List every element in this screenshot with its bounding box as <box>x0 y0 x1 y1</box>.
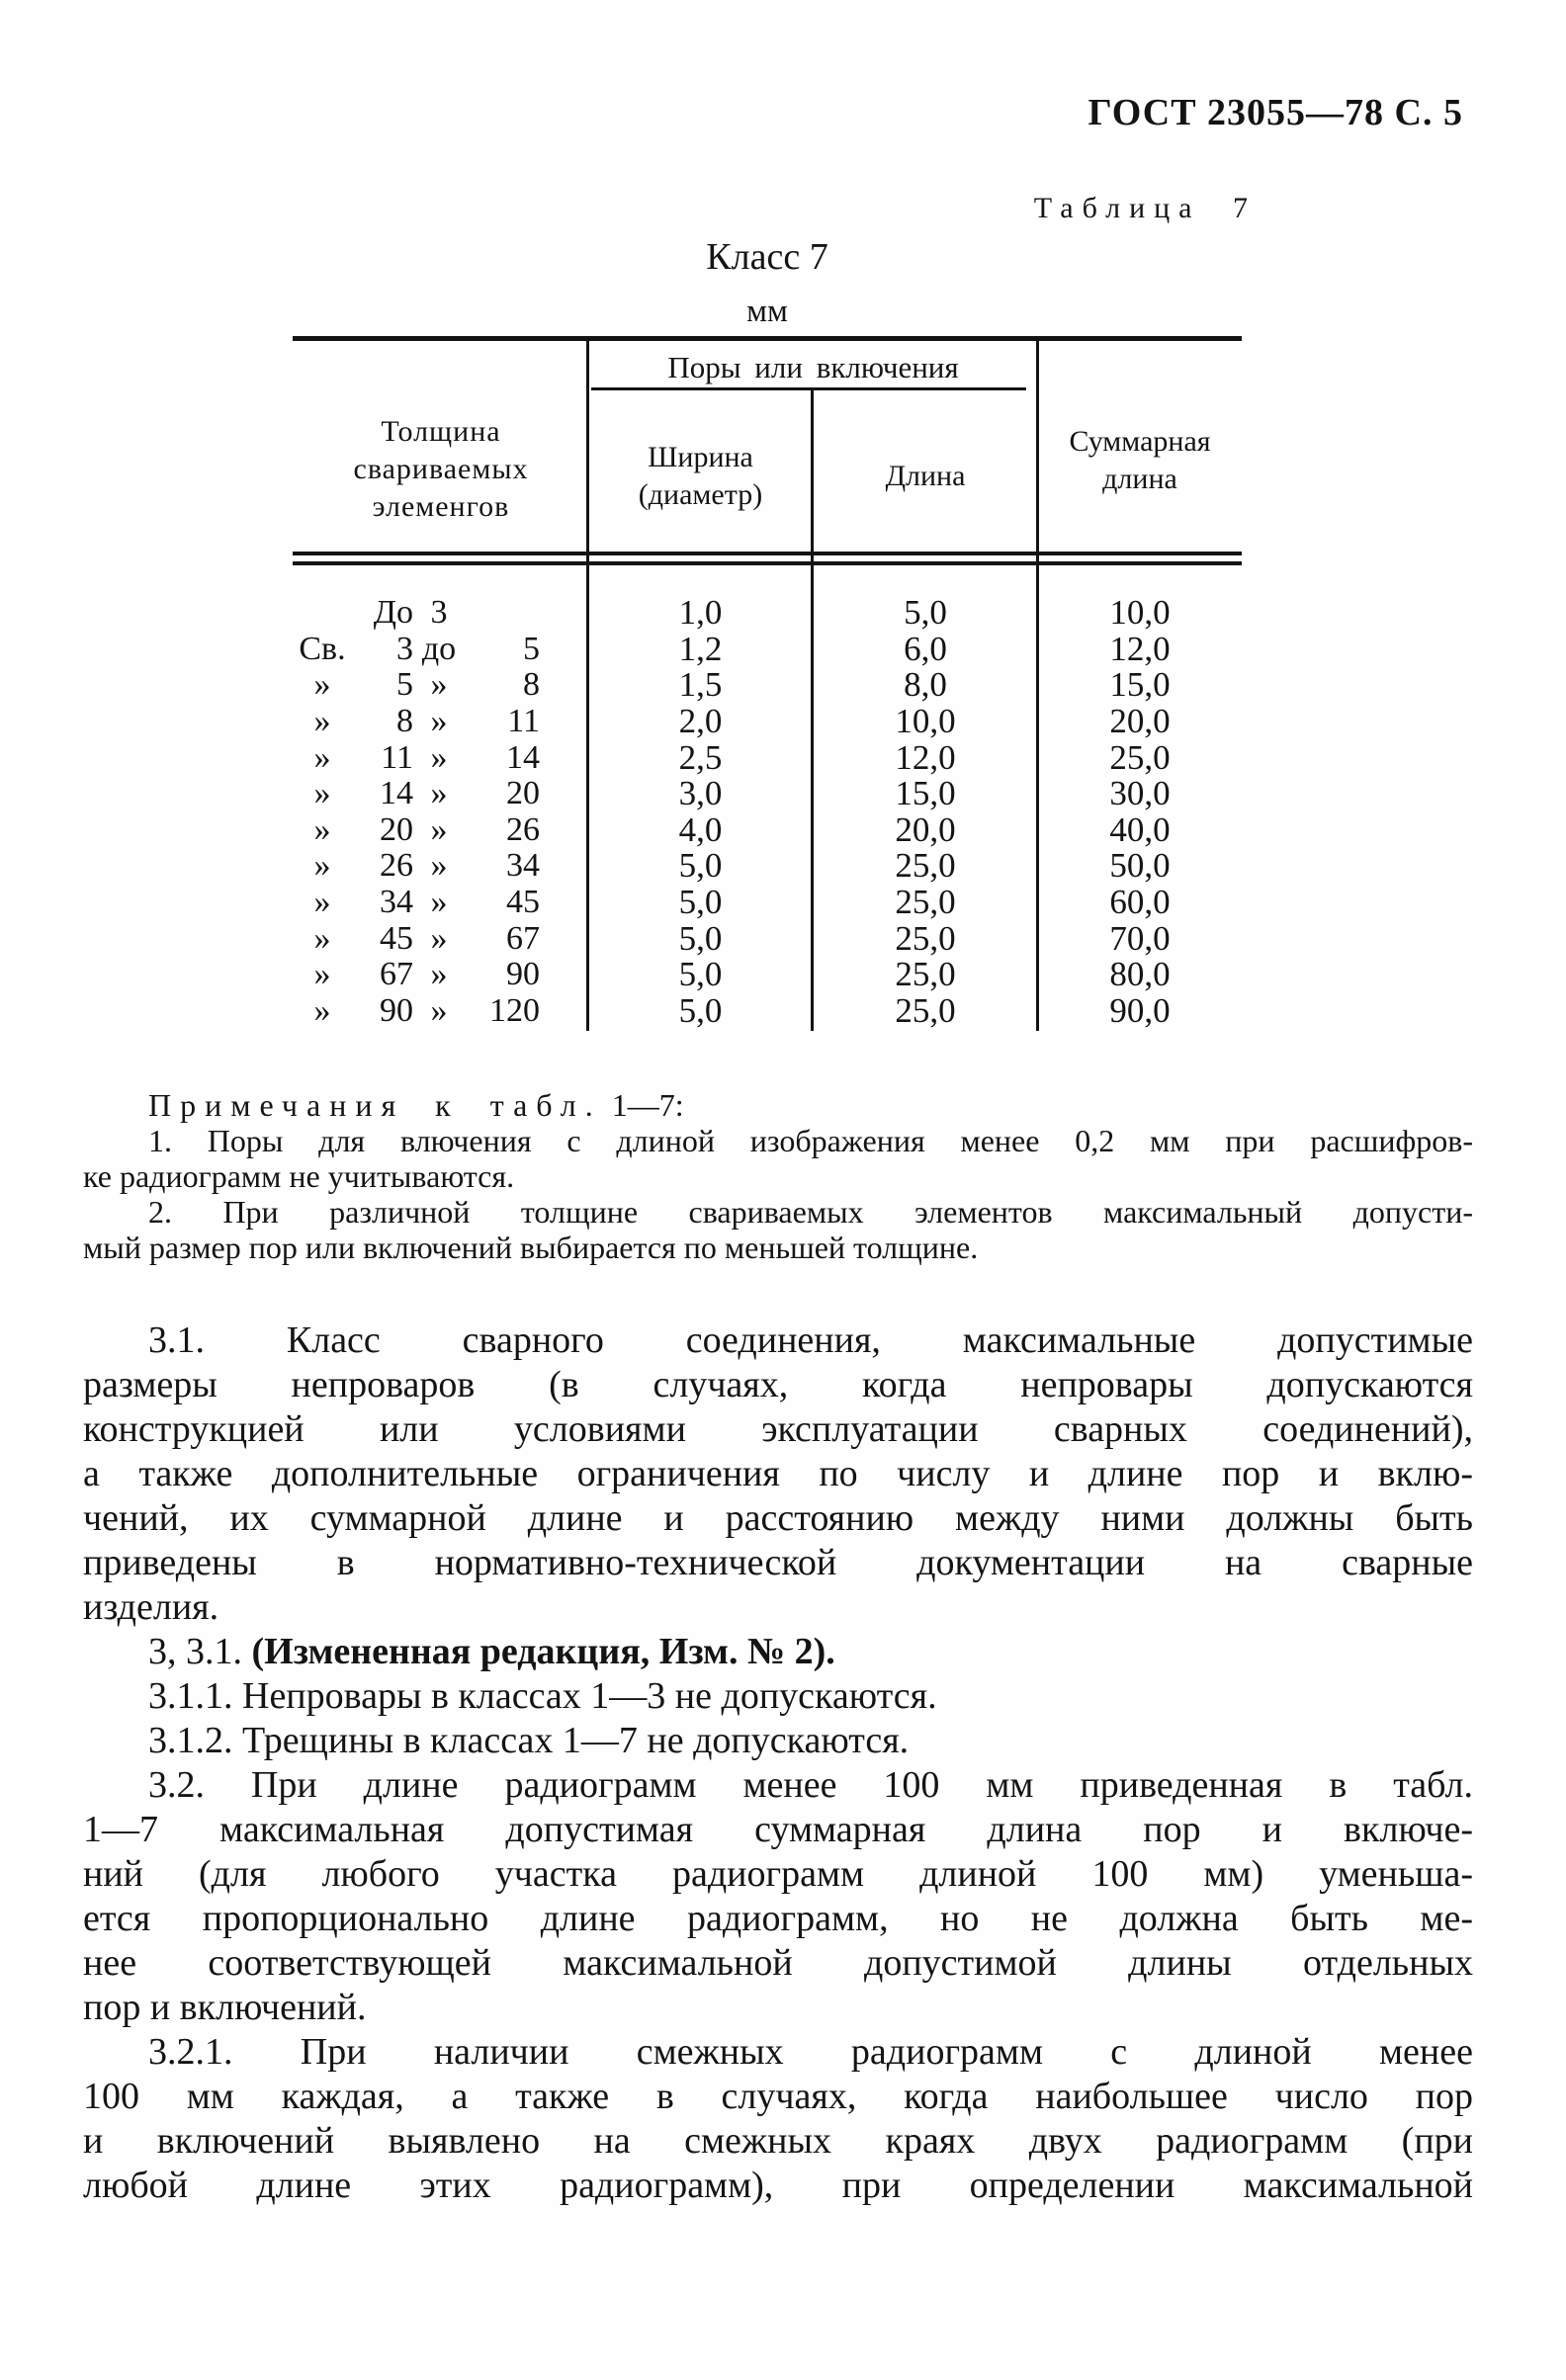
total-cell: 90,0 <box>1109 990 1171 1030</box>
length-cell: 12,0 <box>895 737 956 777</box>
length-header: Длина <box>885 460 966 492</box>
range-to: 11 <box>507 703 540 740</box>
thickness-cell <box>293 884 588 921</box>
notes-heading <box>83 1087 1473 1123</box>
total-cell: 70,0 <box>1109 918 1171 958</box>
range-from: До <box>373 594 413 632</box>
width-cell: 1,2 <box>678 629 723 668</box>
range-mid: » <box>430 847 448 885</box>
length-cell: 25,0 <box>895 918 956 958</box>
table-row <box>293 848 1242 885</box>
length-cell: 15,0 <box>895 774 956 813</box>
text-line: любой длине этих радиограмм), при определении максимальной <box>83 2165 1473 2206</box>
group-header: Поры или включения <box>667 350 959 384</box>
range-mid: » <box>430 666 448 704</box>
table-body <box>293 595 1242 1029</box>
table-row <box>293 957 1242 993</box>
table-row <box>293 704 1242 740</box>
table-row <box>293 990 1242 1030</box>
range-mid: » <box>430 956 448 993</box>
table-row <box>293 629 1242 668</box>
width-cell: 2,0 <box>678 702 723 741</box>
width-cell: 3,0 <box>678 774 723 813</box>
body-text <box>83 1318 1473 2208</box>
thickness-cell <box>293 666 588 704</box>
thickness-cell <box>293 703 588 740</box>
table-row <box>293 667 1242 704</box>
range-from: 34 <box>380 884 413 921</box>
text-line: 3.2. При длине радиограмм менее 100 мм приведенная в табл. <box>148 1764 1473 1806</box>
thickness-cell <box>293 956 588 993</box>
table-row <box>293 776 1242 812</box>
text-line: 100 мм каждая, а также в случаях, когда наибольшее число пор <box>83 2076 1473 2117</box>
range-mid: 3 <box>430 594 448 632</box>
range-from: 67 <box>380 956 413 993</box>
thickness-cell <box>293 631 588 668</box>
table-row <box>293 809 1242 849</box>
range-from: 5 <box>396 666 413 704</box>
range-from: 26 <box>380 847 413 885</box>
range-mid: » <box>430 775 448 812</box>
range-prefix: » <box>313 884 331 921</box>
total-cell: 10,0 <box>1109 593 1171 633</box>
total-cell: 15,0 <box>1109 665 1171 705</box>
range-mid: » <box>430 919 448 957</box>
text-line: а также дополнительные ограничения по числу и длине пор и вклю- <box>83 1453 1473 1494</box>
total-cell: 40,0 <box>1109 809 1171 849</box>
length-cell: 20,0 <box>895 809 956 849</box>
notes-lines <box>83 1123 1473 1265</box>
length-cell: 25,0 <box>895 883 956 922</box>
group-header-underline <box>591 387 1026 390</box>
text-line: 3.1.1. Непровары в классах 1—3 не допускаются. <box>148 1675 937 1717</box>
range-from: 90 <box>380 991 413 1029</box>
width-cell: 5,0 <box>678 918 723 958</box>
range-from: 3 <box>396 630 413 667</box>
thickness-cell <box>293 594 588 632</box>
range-mid: » <box>430 810 448 848</box>
thickness-cell <box>293 811 588 849</box>
thickness-cell <box>293 920 588 958</box>
range-to: 14 <box>506 738 540 776</box>
range-to: 26 <box>506 810 540 848</box>
range-prefix: » <box>313 956 331 993</box>
total-cell: 60,0 <box>1109 883 1171 922</box>
range-to: 34 <box>506 847 540 885</box>
range-to: 120 <box>489 991 540 1029</box>
text-line: 3.2.1. При наличии смежных радиограмм с длиной менее <box>148 2031 1473 2073</box>
text-line: чений, их суммарной длине и расстоянию между ними должны быть <box>83 1497 1473 1539</box>
text-line: и включений выявлено на смежных краях двух радиограмм (при <box>83 2120 1473 2162</box>
text-line: пор и включений. <box>83 1987 367 2028</box>
length-cell: 25,0 <box>895 846 956 886</box>
doc-reference: ГОСТ 23055—78 С. 5 <box>1088 92 1463 133</box>
table-row <box>293 739 1242 776</box>
range-prefix: » <box>313 991 331 1029</box>
table-unit-label: мм <box>746 294 788 329</box>
text-line: 3.1.2. Трещины в классах 1—7 не допускаются. <box>148 1720 910 1761</box>
text-line: приведены в нормативно-технической документации на сварные <box>83 1542 1473 1583</box>
range-mid: » <box>430 884 448 921</box>
range-to: 90 <box>506 956 540 993</box>
width-header: Ширина (диаметр) <box>638 441 763 511</box>
text-line: ется пропорционально длине радиограмм, но не должна быть ме- <box>83 1898 1473 1939</box>
notes-heading-spaced: Примечания к табл. <box>148 1087 602 1123</box>
range-prefix: » <box>313 810 331 848</box>
text-line: 3, 3.1. (Измененная редакция, Изм. № 2). <box>148 1631 835 1672</box>
table-caption: Таблица 7 <box>1033 192 1257 224</box>
range-mid: » <box>430 991 448 1029</box>
range-from: 14 <box>380 775 413 812</box>
range-to: 8 <box>523 666 540 704</box>
header-divider-line-1 <box>293 552 1242 555</box>
table-top-border <box>293 336 1242 341</box>
width-cell: 5,0 <box>678 846 723 886</box>
note-line: ке радиограмм не учитываются. <box>83 1158 515 1194</box>
text-line: 3.1. Класс сварного соединения, максимальные допустимые <box>148 1319 1473 1361</box>
width-cell: 1,5 <box>678 665 723 705</box>
table-row <box>293 595 1242 632</box>
header-divider-line-2 <box>293 561 1242 565</box>
text-line: изделия. <box>83 1586 219 1628</box>
range-prefix: » <box>313 738 331 776</box>
thickness-header: Толщина свариваемых элеменгов <box>353 415 529 523</box>
note-line: 1. Поры для влючения с длиной изображения менее 0,2 мм при расшифров- <box>148 1123 1473 1158</box>
data-table <box>293 336 1242 1038</box>
table-class-title: Класс 7 <box>706 236 828 278</box>
length-cell: 8,0 <box>904 665 947 705</box>
range-to: 45 <box>506 884 540 921</box>
notes-heading-tail: 1—7: <box>611 1087 684 1123</box>
length-cell: 6,0 <box>904 629 947 668</box>
total-cell: 25,0 <box>1109 737 1171 777</box>
width-cell: 2,5 <box>678 737 723 777</box>
note-line: мый размер пор или включений выбирается по меньшей толщине. <box>83 1230 979 1265</box>
text-line: 1—7 максимальная допустимая суммарная длина пор и включе- <box>83 1809 1473 1850</box>
width-cell: 5,0 <box>678 955 723 994</box>
total-cell: 30,0 <box>1109 774 1171 813</box>
thickness-cell <box>293 847 588 885</box>
total-cell: 80,0 <box>1109 955 1171 994</box>
range-mid: » <box>430 703 448 740</box>
range-prefix: » <box>313 919 331 957</box>
text-line: нее соответствующей максимальной допустимой длины отдельных <box>83 1942 1473 1984</box>
range-prefix: » <box>313 847 331 885</box>
width-cell: 5,0 <box>678 990 723 1030</box>
range-from: 11 <box>381 738 413 776</box>
width-cell: 5,0 <box>678 883 723 922</box>
range-from: 20 <box>380 810 413 848</box>
total-cell: 12,0 <box>1109 629 1171 668</box>
range-mid: » <box>430 738 448 776</box>
width-cell: 1,0 <box>678 593 723 633</box>
range-prefix: » <box>313 775 331 812</box>
range-prefix: » <box>313 666 331 704</box>
text-line: конструкцией или условиями эксплуатации сварных соединений), <box>83 1408 1473 1450</box>
length-cell: 25,0 <box>895 955 956 994</box>
range-to: 20 <box>506 775 540 812</box>
thickness-cell <box>293 992 588 1030</box>
range-prefix: Св. <box>299 630 346 667</box>
total-cell: 50,0 <box>1109 846 1171 886</box>
length-cell: 5,0 <box>904 593 947 633</box>
table-row <box>293 920 1242 957</box>
thickness-cell <box>293 739 588 777</box>
range-to: 5 <box>523 630 540 667</box>
range-prefix: » <box>313 703 331 740</box>
width-cell: 4,0 <box>678 809 723 849</box>
bold-text: (Измененная редакция, Изм. № 2). <box>251 1631 835 1672</box>
range-from: 8 <box>396 703 413 740</box>
range-from: 45 <box>380 919 413 957</box>
text-line: размеры непроваров (в случаях, когда непровары допускаются <box>83 1364 1473 1405</box>
thickness-cell <box>293 775 588 812</box>
range-mid: до <box>421 630 457 667</box>
length-cell: 10,0 <box>895 702 956 741</box>
notes-block <box>83 1087 1473 1265</box>
total-header: Суммарная длина <box>1069 425 1211 495</box>
text-line: ний (для любого участка радиограмм длиной 100 мм) уменьша- <box>83 1853 1473 1895</box>
note-line: 2. При различной толщине свариваемых элементов максимальный допусти- <box>148 1194 1473 1230</box>
range-to: 67 <box>506 919 540 957</box>
total-cell: 20,0 <box>1109 702 1171 741</box>
length-cell: 25,0 <box>895 990 956 1030</box>
table-row <box>293 885 1242 921</box>
